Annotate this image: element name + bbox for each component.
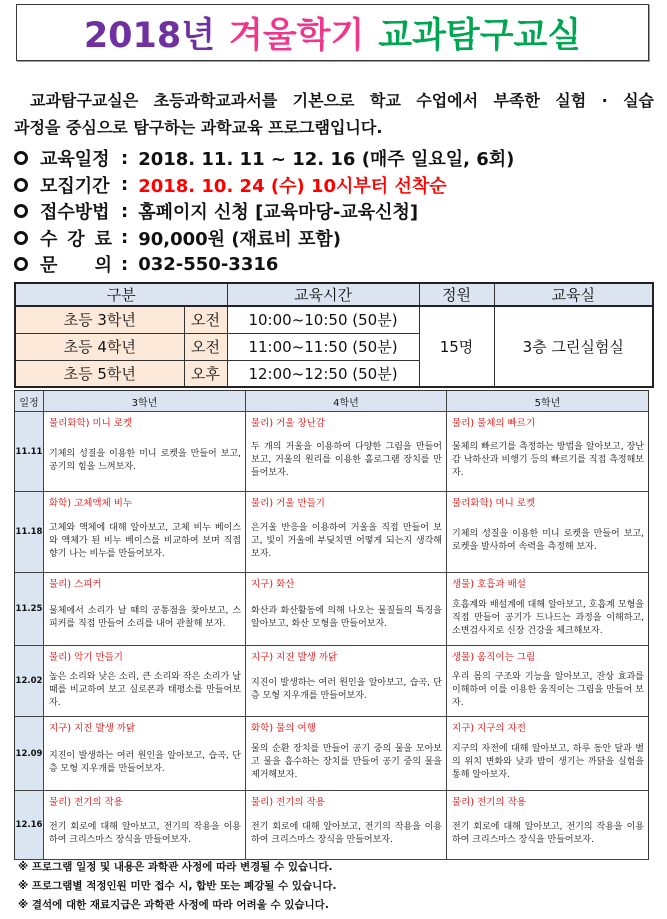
info-label: 모집기간 (40, 175, 110, 197)
schedule-description: 두 개의 거울을 이용하여 다양한 그림을 만들어 보고, 거울의 원리를 이용한 홀로그램 장치를 만들어보자. (251, 442, 442, 478)
schedule-desc-wrap (49, 433, 241, 488)
schedule-description: 화산과 화산활동에 의해 나오는 물질들의 특징을 알아보고, 화산 모형을 만들어보자. (251, 606, 442, 629)
schedule-topic: 물리) 전기의 작용 (452, 797, 526, 808)
circle-bullet-icon (14, 151, 28, 165)
schedule-topic: 물리) 물체의 빠르기 (452, 418, 536, 429)
schedule-topic: 물리) 거울 만들기 (251, 498, 325, 509)
schedule-header-grade-3: 3학년 (44, 391, 246, 412)
schedule-desc-wrap (49, 738, 241, 787)
circle-bullet-icon (14, 231, 28, 245)
schedule-cell (447, 492, 649, 573)
schedule-topic: 지구) 지구의 자전 (452, 723, 526, 734)
title-season: 겨울학기 (229, 15, 365, 56)
schedule-topic: 물리) 전기의 작용 (49, 797, 123, 808)
schedule-date: 12.16 (15, 791, 44, 860)
schedule-desc-wrap (452, 433, 644, 488)
schedule-desc-wrap (251, 812, 442, 856)
schedule-cell (44, 717, 246, 791)
schedule-description: 지진이 발생하는 여러 원인을 알아보고, 습곡, 단층 모형 지우개를 만들어보자. (251, 678, 442, 701)
header-time: 교육시간 (227, 283, 419, 306)
schedule-description: 물체의 빠르기를 측정하는 방법을 알아보고, 장난감 낙하산과 비행기 등의 빠르기를 직접 측정해보자. (452, 442, 644, 478)
class-time: 12:00~12:50 (50분) (227, 360, 419, 387)
schedule-table (14, 390, 649, 860)
info-contact (14, 251, 654, 278)
class-grade: 초등 3학년 (15, 306, 184, 333)
schedule-cell (447, 717, 649, 791)
schedule-date: 12.09 (15, 717, 44, 791)
title-year: 2018년 (83, 15, 216, 56)
schedule-cell (246, 412, 447, 492)
schedule-description: 지진이 발생하는 여러 원인을 알아보고, 습곡, 단층 모형 지우개를 만들어보자. (49, 750, 241, 774)
note-item: ※ 프로그램별 적정인원 미만 접수 시, 합반 또는 폐강될 수 있습니다. (18, 880, 337, 892)
info-separator: : (121, 227, 129, 249)
info-value: 2018. 11. 11 ~ 12. 16 (매주 일요일, 6회) (138, 149, 515, 171)
schedule-date: 11.11 (15, 412, 44, 492)
schedule-desc-wrap (452, 812, 644, 856)
intro-line-1: 교과탐구교실은 초등과학교과서를 기본으로 학교 수업에서 부족한 실험 · 실습 (30, 91, 654, 110)
info-label: 접수방법 (40, 202, 110, 224)
schedule-desc-wrap (49, 513, 241, 569)
info-value: 홈페이지 신청 [교육마당-교육신청] (138, 202, 419, 224)
schedule-desc-wrap (251, 738, 442, 787)
schedule-desc-wrap (251, 594, 442, 642)
schedule-description: 기체의 성질을 이용한 미니 로켓을 만들어 보고, 로켓을 발사하여 속력을 측정해 보자. (452, 529, 644, 552)
schedule-cell (246, 791, 447, 860)
schedule-cell (246, 573, 447, 646)
title-banner (16, 4, 649, 61)
intro-line-2: 과정을 중심으로 탐구하는 과학교육 프로그램입니다. (14, 118, 383, 137)
info-separator: : (121, 253, 129, 275)
schedule-topic: 지구) 지진 발생 까닭 (49, 723, 136, 734)
circle-bullet-icon (14, 257, 28, 271)
info-recruitment (14, 172, 654, 199)
schedule-desc-wrap (452, 738, 644, 787)
schedule-cell (44, 412, 246, 492)
class-row (15, 306, 653, 333)
schedule-cell (44, 646, 246, 717)
schedule-cell (246, 646, 447, 717)
class-period: 오후 (184, 360, 227, 387)
note-item: ※ 프로그램 일정 및 내용은 과학관 사정에 따라 변경될 수 있습니다. (18, 861, 333, 873)
schedule-cell (246, 492, 447, 573)
schedule-topic: 물리) 스피커 (49, 579, 102, 590)
schedule-cell (447, 573, 649, 646)
schedule-cell (447, 646, 649, 717)
schedule-description: 전기 회로에 대해 알아보고, 전기의 작용을 이용하여 크리스마스 장식을 만들어보자. (251, 822, 442, 845)
class-grade: 초등 5학년 (15, 360, 184, 387)
schedule-topic: 화학) 고체액체 비누 (49, 498, 133, 509)
schedule-description: 물체에서 소리가 날 때의 공통점을 찾아보고, 스피커를 직접 만들어 소리를 내어 관찰해 보자. (49, 606, 241, 629)
circle-bullet-icon (14, 204, 28, 218)
class-time: 11:00~11:50 (50분) (227, 333, 419, 360)
class-period: 오전 (184, 333, 227, 360)
schedule-description: 기체의 성질을 이용한 미니 로켓을 만들어 보고, 공기의 힘을 느껴보자. (49, 448, 241, 472)
schedule-topic: 물리화학) 미니 로켓 (452, 498, 536, 509)
schedule-cell (447, 791, 649, 860)
schedule-desc-wrap (251, 667, 442, 713)
schedule-description: 전기 회로에 대해 알아보고, 전기의 작용을 이용하여 크리스마스 장식을 만들어보자. (49, 822, 241, 845)
schedule-date: 11.25 (15, 573, 44, 646)
schedule-desc-wrap (452, 513, 644, 569)
class-capacity: 15명 (419, 306, 494, 387)
notes-list (18, 858, 648, 915)
intro-paragraph (14, 87, 654, 141)
schedule-cell (447, 412, 649, 492)
schedule-description: 호흡계와 배설계에 대해 알아보고, 호흡계 모형을 직접 만들어 공기가 드나드는 과정을 이해하고, 소변검사지로 신장 건강을 체크해보자. (452, 599, 644, 636)
schedule-topic: 지구) 지진 발생 까닭 (251, 652, 338, 663)
schedule-description: 고체와 액체에 대해 알아보고, 고체 비누 베이스와 액체가 된 비누 베이스를 비교하여 보며 직접 향기 나는 비누를 만들어보자. (49, 522, 241, 559)
header-room: 교육실 (494, 283, 653, 306)
class-room: 3층 그린실험실 (494, 306, 653, 387)
schedule-desc-wrap (452, 667, 644, 713)
schedule-header-date: 일정 (15, 391, 44, 412)
schedule-description: 전기 회로에 대해 알아보고, 전기의 작용을 이용하여 크리스마스 장식을 만들어보자. (452, 822, 644, 845)
title-program: 교과탐구교실 (378, 15, 582, 56)
schedule-desc-wrap (251, 433, 442, 488)
schedule-description: 지구의 자전에 대해 알아보고, 하루 동안 달과 별의 위치 변화와 낮과 밤이 생기는 까닭을 실험을 통해 알아보자. (452, 744, 644, 780)
schedule-date: 12.02 (15, 646, 44, 717)
schedule-description: 우리 몸의 구조와 기능을 알아보고, 잔상 효과를 이해하여 이를 이용한 움직이는 그림을 만들어 보자. (452, 671, 644, 708)
info-fee (14, 225, 654, 252)
info-schedule (14, 145, 654, 172)
info-label: 문 의 (40, 255, 112, 277)
info-value: 90,000원 (재료비 포함) (138, 228, 341, 250)
schedule-cell (44, 791, 246, 860)
schedule-description: 물의 순환 장치를 만들어 공기 중의 물을 모아보고 물을 흡수하는 장치를 만들어 공기 중의 물을 제거해보자. (251, 744, 442, 780)
schedule-topic: 물리) 악기 만들기 (49, 652, 123, 663)
schedule-topic: 물리) 거울 장난감 (251, 418, 325, 429)
class-table-header-row (15, 283, 653, 306)
info-value: 032-550-3316 (138, 253, 279, 275)
schedule-desc-wrap (251, 513, 442, 569)
header-capacity: 정원 (419, 283, 494, 306)
schedule-topic: 물리) 전기의 작용 (251, 797, 325, 808)
info-separator: : (121, 174, 129, 196)
schedule-cell (44, 573, 246, 646)
info-separator: : (121, 200, 129, 222)
schedule-header-grade-5: 5학년 (447, 391, 649, 412)
schedule-topic: 생물) 움직이는 그림 (452, 652, 536, 663)
schedule-description: 은거울 반응을 이용하여 거울을 직접 만들어 보고, 빛이 거울에 부딪치면 어떻게 되는지 생각해보자. (251, 522, 442, 559)
class-time: 10:00~10:50 (50분) (227, 306, 419, 333)
class-period: 오전 (184, 306, 227, 333)
class-time-table (14, 282, 654, 388)
schedule-desc-wrap (49, 594, 241, 642)
info-value-highlight: 2018. 10. 24 (수) 10시부터 선착순 (138, 175, 447, 197)
note-item: ※ 결석에 대한 재료지급은 과학관 사정에 따라 어려울 수 있습니다. (18, 899, 329, 911)
schedule-topic: 생물) 호흡과 배설 (452, 579, 526, 590)
info-separator: : (121, 147, 129, 169)
schedule-header-grade-4: 4학년 (246, 391, 447, 412)
schedule-desc-wrap (49, 667, 241, 713)
schedule-desc-wrap (49, 812, 241, 856)
schedule-topic: 지구) 화산 (251, 579, 295, 590)
schedule-desc-wrap (452, 594, 644, 642)
info-label: 수 강 료 (40, 228, 112, 250)
header-division: 구분 (15, 283, 227, 306)
info-application (14, 198, 654, 225)
schedule-description: 높은 소리와 낮은 소리, 큰 소리와 작은 소리가 날 때를 비교하여 보고 실로폰과 태평소를 만들어보자. (49, 671, 241, 708)
schedule-topic: 화학) 물의 여행 (251, 723, 316, 734)
schedule-cell (44, 492, 246, 573)
info-list (14, 145, 654, 278)
schedule-date: 11.18 (15, 492, 44, 573)
schedule-cell (246, 717, 447, 791)
class-grade: 초등 4학년 (15, 333, 184, 360)
info-label: 교육일정 (40, 149, 110, 171)
circle-bullet-icon (14, 178, 28, 192)
schedule-topic: 물리화학) 미니 로켓 (49, 418, 133, 429)
